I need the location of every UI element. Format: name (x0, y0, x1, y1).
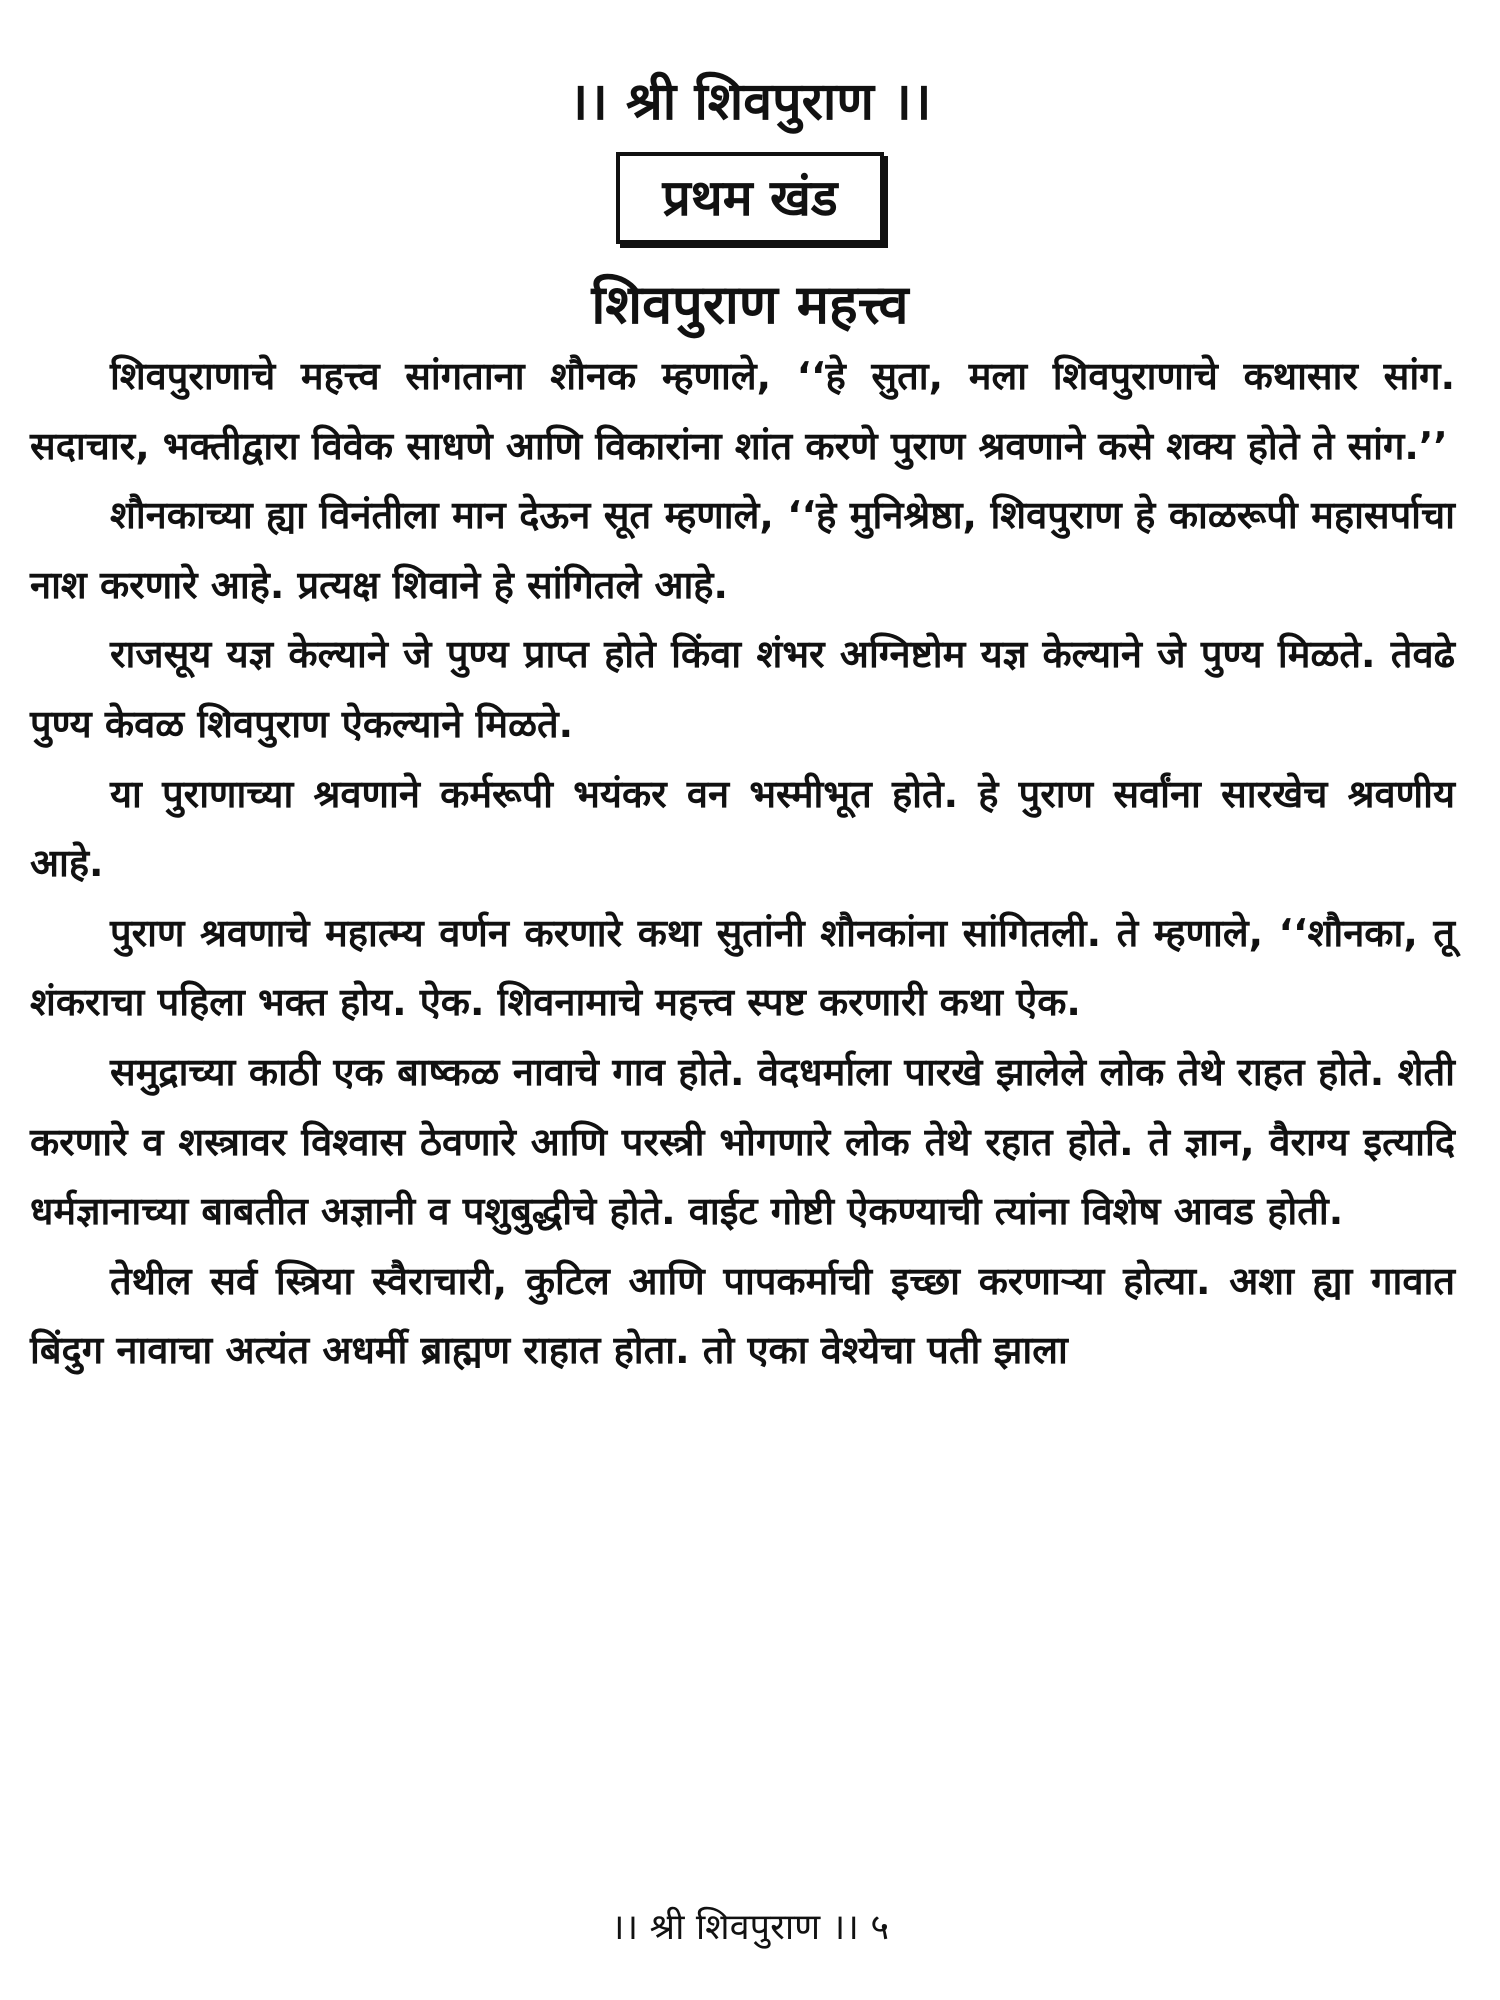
paragraph: या पुराणाच्या श्रवणाने कर्मरूपी भयंकर वन भस्मीभूत होते. हे पुराण सर्वांना सारखेच श्रवणीय आहे. (30, 771, 1455, 886)
paragraph: समुद्राच्या काठी एक बाष्कळ नावाचे गाव होते. वेदधर्माला पारखे झालेले लोक तेथे राहत होते. शेती करणारे व शस्त्रावर विश्वास ठेवणारे आणि परस्त्री भोगणारे लोक तेथे रहात होते. ते ज्ञान, वैराग्य इत्यादि धर्मज्ञानाच्या बाबतीत अज्ञानी व पशुबुद्धीचे होते. वाईट गोष्टी ऐकण्याची त्यांना विशेष आवड होती. (30, 1049, 1455, 1234)
page-footer: ।। श्री शिवपुराण ।। ५ (610, 1907, 890, 1948)
paragraph: शिवपुराणाचे महत्त्व सांगताना शौनक म्हणाले, ‘‘हे सुता, मला शिवपुराणाचे कथासार सांग. सदाचार, भक्तीद्वारा विवेक साधणे आणि विकारांना शांत करणे पुराण श्रवणाने कसे शक्य होते ते सांग.’’ (30, 354, 1455, 468)
paragraph: शौनकाच्या ह्या विनंतीला मान देऊन सूत म्हणाले, ‘‘हे मुनिश्रेष्ठा, शिवपुराण हे काळरूपी महासर्पाचा नाश करणारे आहे. प्रत्यक्ष शिवाने हे सांगितले आहे. (30, 493, 1455, 607)
paragraph: राजसूय यज्ञ केल्याने जे पुण्य प्राप्त होते किंवा शंभर अग्निष्टोम यज्ञ केल्याने जे पुण्य मिळते. तेवढे पुण्य केवळ शिवपुराण ऐकल्याने मिळते. (30, 632, 1455, 746)
section-label: प्रथम खंड (616, 152, 883, 244)
book-header: ।। श्री शिवपुराण ।। (568, 72, 932, 132)
body-text (30, 342, 1455, 1386)
paragraph: पुराण श्रवणाचे महात्म्य वर्णन करणारे कथा सुतांनी शौनकांना सांगितली. ते म्हणाले, ‘‘शौनका, तू शंकराचा पहिला भक्त होय. ऐक. शिवनामाचे महत्त्व स्पष्ट करणारी कथा ऐक. (30, 910, 1455, 1025)
paragraph: तेथील सर्व स्त्रिया स्वैराचारी, कुटिल आणि पापकर्माची इच्छा करणाऱ्या होत्या. अशा ह्या गावात बिंदुग नावाचा अत्यंत अधर्मी ब्राह्मण राहात होता. तो एका वेश्येचा पती झाला (30, 1258, 1455, 1373)
section-label-wrap (0, 152, 1500, 244)
chapter-title: शिवपुराण महत्त्व (591, 273, 909, 336)
